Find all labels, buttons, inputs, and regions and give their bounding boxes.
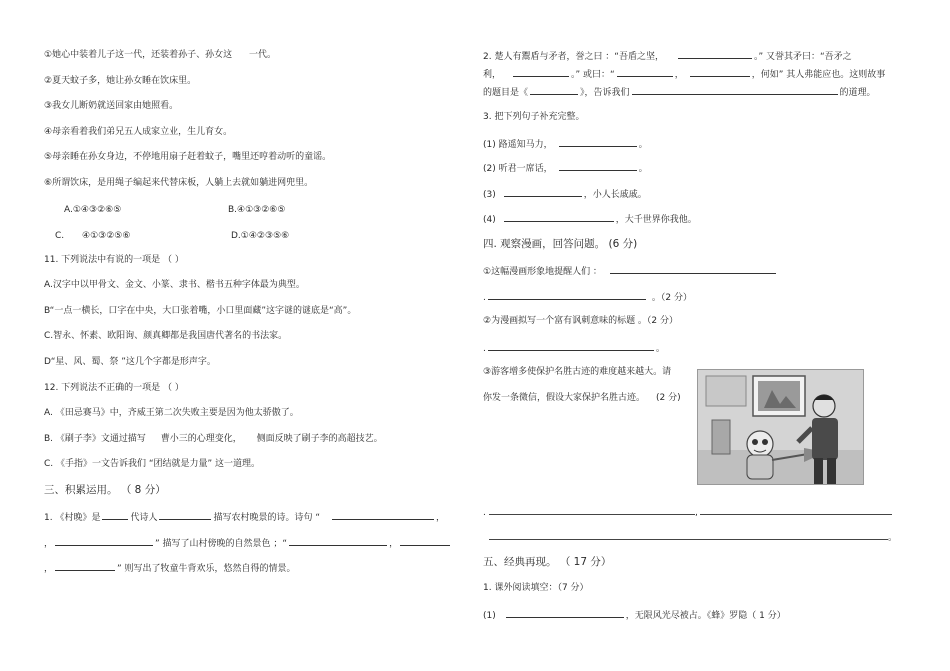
section-4-heading: 四. 观察漫画，回答问题。 (6 分) — [483, 238, 638, 250]
q3-item-4-num: (4) — [483, 215, 496, 225]
q2-text-a: 2. 楚人有鬻盾与矛者，誉之曰 ：“吾盾之坚， — [483, 52, 664, 62]
poem-q1-text-a: 1. 《村晚》是 — [44, 513, 101, 523]
option-c: ④①③②⑤⑥ — [82, 231, 131, 241]
sentence-4: ④母亲看着我们弟兄五人成家立业，生儿育女。 — [44, 127, 233, 137]
cartoon-q2-answer — [483, 341, 665, 355]
q2-text-i: 的道理。 — [839, 88, 876, 98]
question-11-d: D“星、风、蜀、祭 ”这几个字都是形声字。 — [44, 357, 216, 367]
q3-item-4 — [483, 212, 697, 226]
poem-question-line-2 — [44, 536, 452, 550]
question-12-c: C. 《手指》一文告诉我们 “团结就是力量” 这一道理。 — [44, 459, 261, 469]
option-a: A.①④③②⑥⑤ — [64, 205, 122, 215]
q3-item-3 — [483, 187, 647, 201]
blank-story-title[interactable] — [530, 85, 578, 95]
q3-item-2-text: (2) 听君一席话， — [483, 164, 553, 174]
reading-item-1-num: (1) — [483, 611, 496, 621]
poem-q3-text-a: ， — [44, 564, 54, 574]
sentence-1 — [44, 49, 276, 61]
q3-item-3-num: (3) — [483, 190, 496, 200]
cartoon-q3-line-2: 你发一条微信，假设大家保护名胜古迹。 — [483, 393, 646, 403]
question-12: 12. 下列说法不正确的一项是 （ ） — [44, 383, 184, 393]
blank-cartoon-q1-cont[interactable] — [488, 290, 646, 300]
question-11-a: A.汉字中以甲骨文、金文、小篆、隶书、楷书五种字体最为典型。 — [44, 280, 305, 290]
q2-text-d: 。” 或曰：“ — [571, 70, 615, 80]
q3-item-4-text: ，大千世界你我他。 — [615, 215, 697, 225]
poem-q1-text-end: ， — [436, 513, 446, 523]
reading-item-1-text: ，无限风光尽被占。《蜂》罗隐（ 1 分） — [625, 611, 786, 621]
cartoon-q2-end: 。 — [655, 344, 665, 354]
option-b: B.④①③②⑥⑤ — [228, 205, 286, 215]
q3-item-2 — [483, 161, 648, 175]
answer-line-end: 。 — [888, 533, 898, 543]
answer-line-2[interactable] — [489, 539, 888, 540]
q2-text-g: 的题目是《 — [483, 88, 529, 98]
reading-fill-item-1 — [483, 608, 786, 622]
sentence-3: ③我女儿断奶就送回家由她照看。 — [44, 101, 179, 111]
q3-item-2-end: 。 — [638, 164, 648, 174]
blank-verse-3[interactable] — [289, 536, 387, 546]
answer-line-dot-1: . — [483, 508, 486, 518]
question-3: 3. 把下列句子补充完整。 — [483, 112, 585, 122]
blank-q3-1[interactable] — [559, 137, 637, 147]
cartoon-q2-dot: . — [483, 344, 486, 354]
question-12-b-part2: 曹小三的心理变化， — [160, 434, 242, 444]
question-2-line-2 — [483, 67, 885, 81]
sentence-1-text: ①她心中装着儿子这一代，还装着孙子、孙女这 — [44, 50, 233, 60]
q3-item-1-end: 。 — [638, 140, 648, 150]
answer-line-1a[interactable] — [489, 514, 695, 515]
cartoon-q3-line-1: ③游客增多使保护名胜古迹的难度越来越大。请 — [483, 367, 672, 377]
cartoon-illustration-svg — [698, 370, 863, 484]
sentence-5: ⑤母亲睡在孙女身边，不停地用扇子赶着蚊子，嘴里还哼着动听的童谣。 — [44, 152, 332, 162]
blank-or-said-1[interactable] — [617, 67, 673, 77]
reading-fill-heading: 1. 课外阅读填空：（7 分） — [483, 583, 589, 593]
blank-shield[interactable] — [678, 49, 752, 59]
blank-q3-4[interactable] — [504, 212, 614, 222]
blank-moral[interactable] — [632, 85, 838, 95]
poem-q2-text-a: ， — [44, 539, 54, 549]
poem-q1-text-b: 代诗人 — [130, 513, 158, 523]
poem-question-line-3 — [44, 561, 296, 575]
question-2-line-1 — [483, 49, 852, 63]
poem-q3-text-b: ” 则写出了牧童牛背欢乐，悠然自得的情景。 — [117, 564, 296, 574]
question-12-a: A. 《田忌赛马》中，齐威王第二次失败主要是因为他太骄傲了。 — [44, 408, 299, 418]
blank-dynasty[interactable] — [102, 510, 128, 520]
blank-verse-1[interactable] — [332, 510, 434, 520]
q3-item-1 — [483, 137, 648, 151]
blank-cartoon-q2[interactable] — [488, 341, 654, 351]
q3-item-3-text: ，小人长戚戚。 — [583, 190, 647, 200]
question-11-b: B“一点一横长，口字在中央，大口张着嘴，小口里面藏”这字谜的谜底是“高”。 — [44, 306, 357, 316]
option-d: D.①④②③⑤⑥ — [231, 231, 290, 241]
section-5-heading: 五、经典再现。 （ 17 分） — [483, 556, 612, 568]
cartoon-q1 — [483, 264, 778, 278]
cartoon-q1-score: 。（2 分） — [651, 293, 692, 303]
sentence-2: ②夏天蚊子多，她让孙女睡在饮床里。 — [44, 76, 197, 86]
answer-line-dot-2: , — [695, 508, 698, 518]
question-11: 11. 下列说法中有说的一项是 （ ） — [44, 255, 184, 265]
blank-poet[interactable] — [159, 510, 211, 520]
blank-or-said-2[interactable] — [690, 67, 750, 77]
answer-line-1b[interactable] — [700, 514, 892, 515]
cartoon-q1-dot: . — [483, 293, 486, 303]
poem-q1-text-c: 描写农村晚景的诗。诗句 “ — [213, 513, 320, 523]
blank-verse-4[interactable] — [400, 536, 450, 546]
blank-reading-1[interactable] — [506, 608, 624, 618]
blank-cartoon-q1[interactable] — [610, 264, 776, 274]
poem-q2-text-b: ” 描写了山村傍晚的自然景色 ；“ — [155, 539, 288, 549]
cartoon-q3-score: (2 分) — [656, 393, 681, 403]
cartoon-q1-cont — [483, 290, 692, 304]
option-c-label: C. — [55, 231, 65, 241]
poem-question-line-1 — [44, 510, 445, 524]
blank-verse-2[interactable] — [55, 536, 153, 546]
sentence-1-tail: 一代。 — [248, 50, 276, 60]
blank-verse-5[interactable] — [55, 561, 115, 571]
question-11-c: C.智永、怀素、欧阳询、颜真卿都是我国唐代著名的书法家。 — [44, 331, 288, 341]
cartoon-q2: ②为漫画拟写一个富有讽刺意味的标题 。（2 分） — [483, 316, 679, 326]
section-3-heading: 三、积累运用。 （ 8 分） — [44, 484, 166, 496]
question-12-b — [44, 433, 383, 445]
q2-text-c: 利， — [483, 70, 502, 80]
q2-text-b: 。” 又誉其矛曰：“吾矛之 — [753, 52, 852, 62]
q2-text-f: ，何如” 其人弗能应也。这则故事 — [751, 70, 886, 80]
question-12-b-part3: 侧面反映了刷子李的高超技艺。 — [256, 434, 383, 444]
question-2-line-3 — [483, 85, 876, 99]
blank-q3-3[interactable] — [504, 187, 582, 197]
blank-spear[interactable] — [513, 67, 569, 77]
blank-q3-2[interactable] — [559, 161, 637, 171]
cartoon-image — [697, 369, 864, 485]
q2-text-e: ， — [674, 70, 684, 80]
cartoon-q1-text: ①这幅漫画形象地提醒人们 ： — [483, 267, 602, 277]
q3-item-1-text: (1) 路遥知马力， — [483, 140, 553, 150]
q2-text-h: 》，告诉我们 — [580, 88, 630, 98]
poem-q2-text-c: ， — [389, 539, 399, 549]
question-12-b-part1: B. 《刷子李》文通过描写 — [44, 434, 146, 444]
sentence-6: ⑥所谓饮床，是用绳子编起来代替床板，人躺上去就如躺进网兜里。 — [44, 178, 314, 188]
